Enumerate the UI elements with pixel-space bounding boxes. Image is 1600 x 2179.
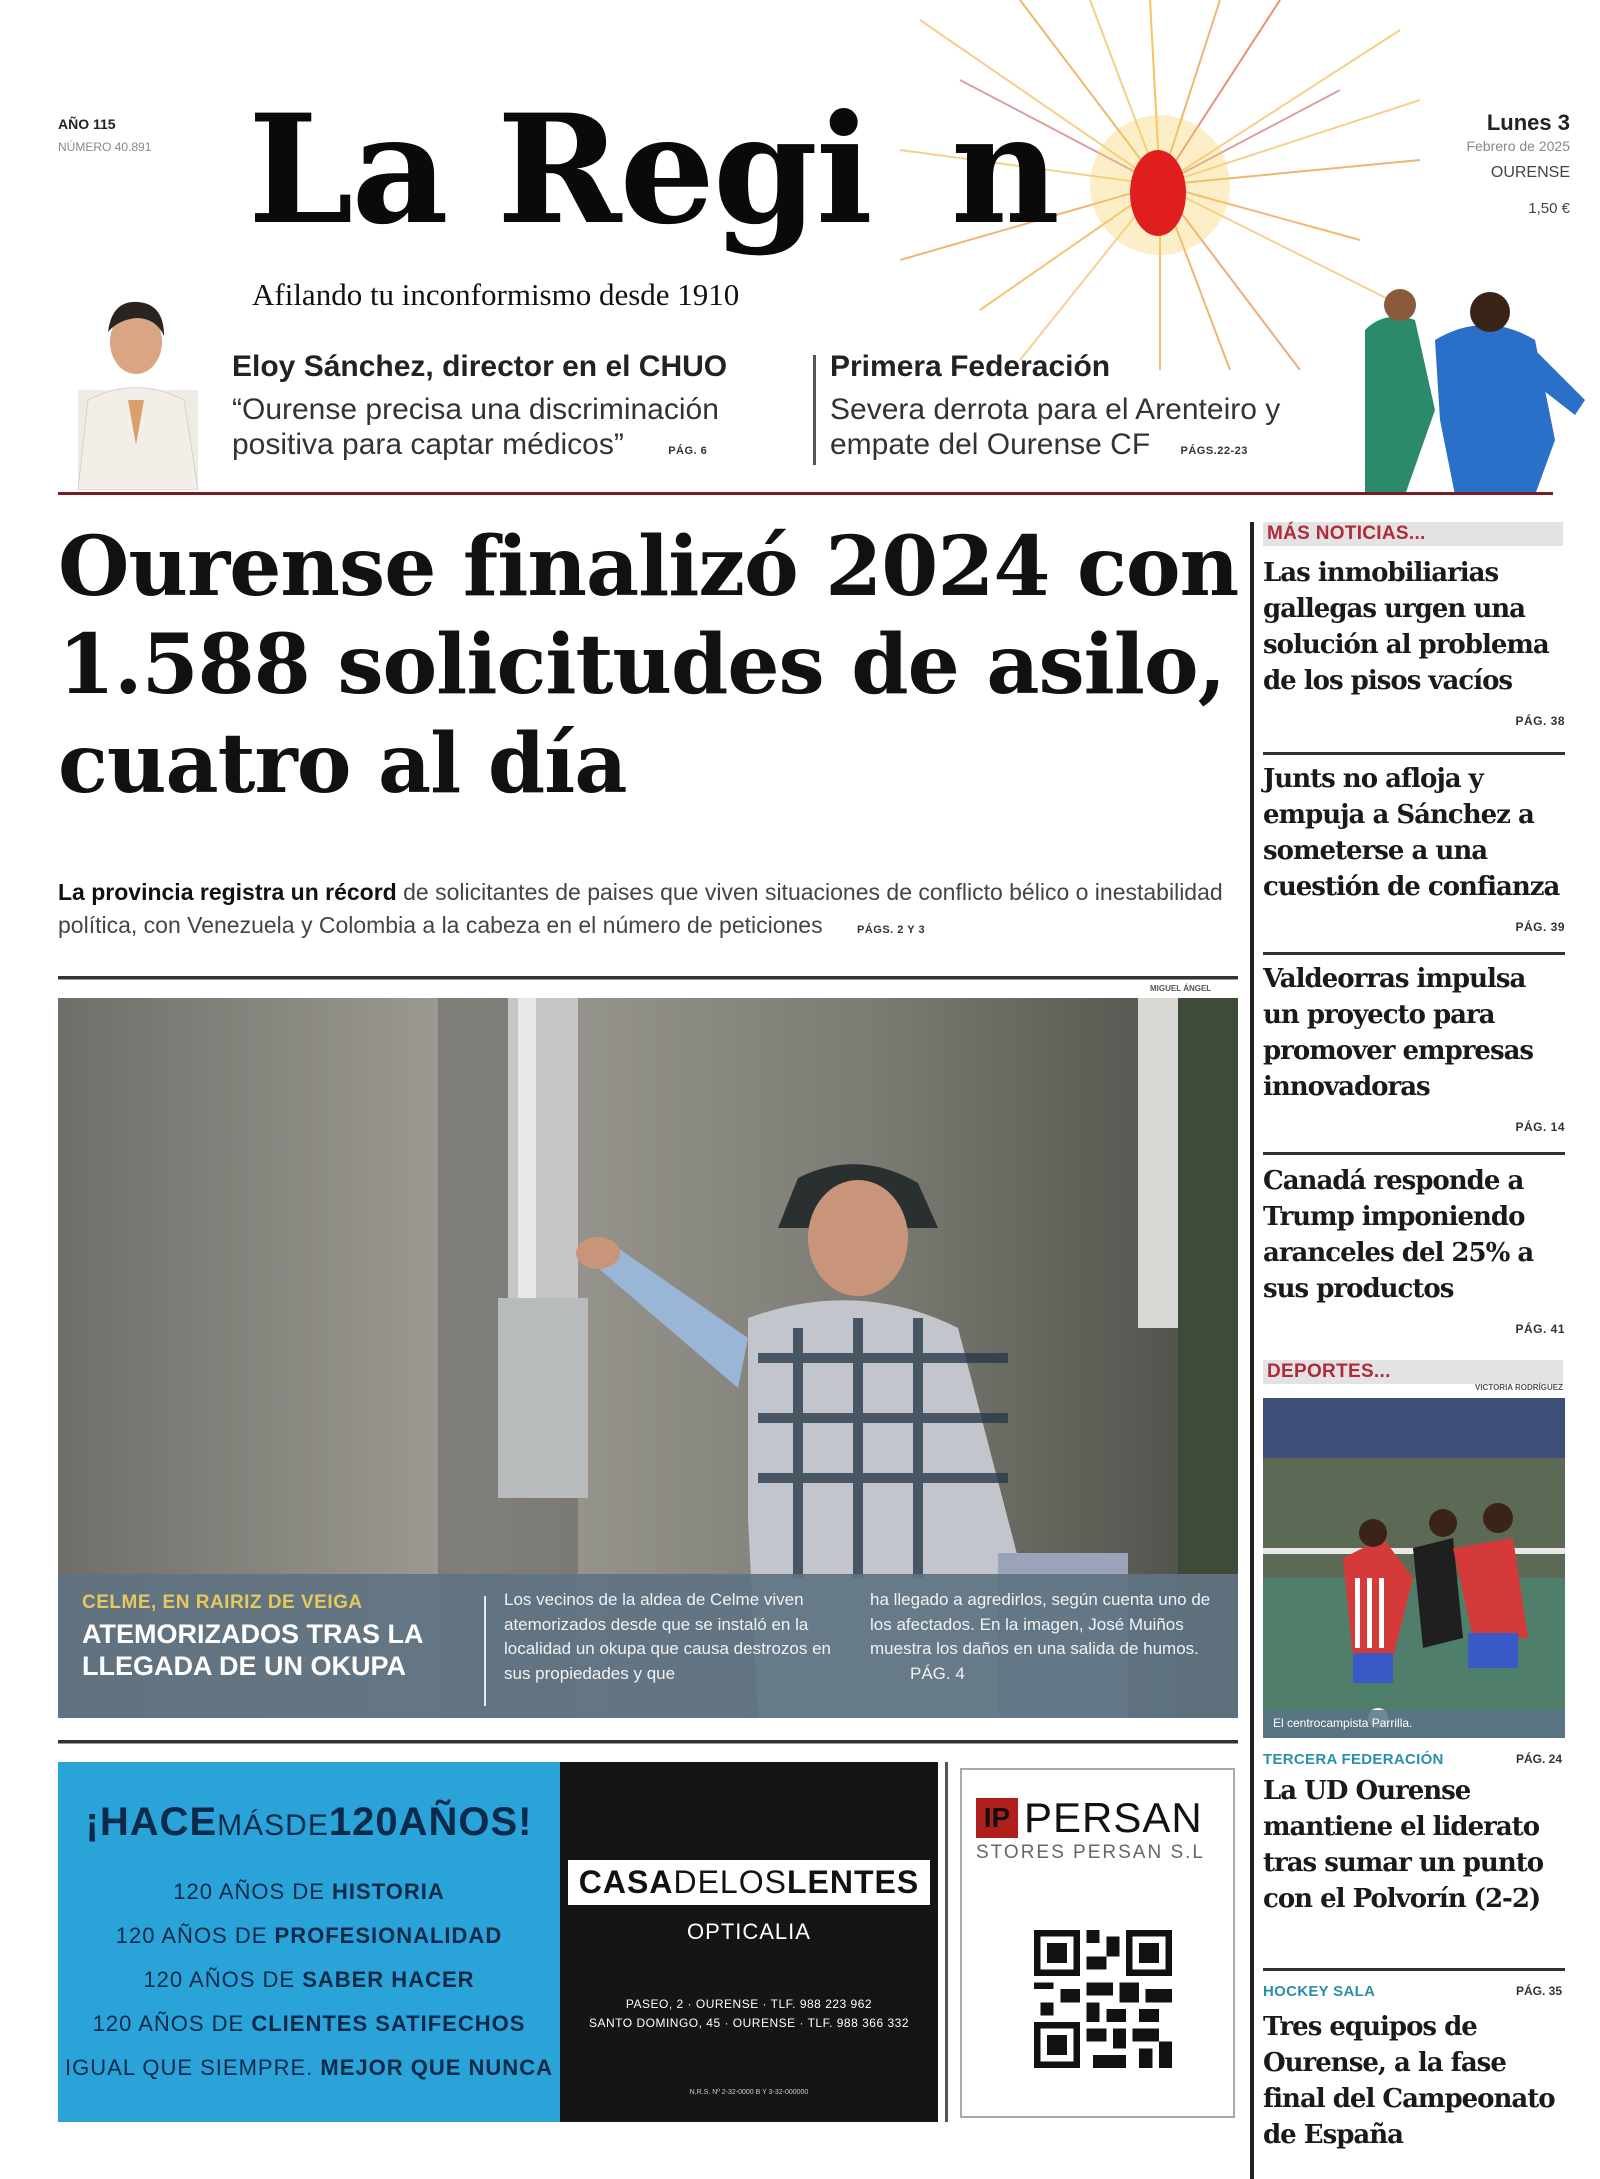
edition-date-block: [1410, 110, 1570, 217]
logo-text-suffix: n: [950, 82, 1058, 258]
sports-photo[interactable]: [1263, 1398, 1565, 1738]
edition-date: Febrero de 2025: [1466, 138, 1570, 154]
ads-rule: [58, 1740, 1238, 1744]
edition-info: [58, 116, 151, 154]
page-ref: PÁG. 4: [910, 1663, 965, 1683]
sidebar-divider: [1263, 752, 1565, 755]
ad-line: 120 AÑOS DE HISTORIA: [173, 1879, 445, 1904]
teaser-primera-federacion[interactable]: [830, 350, 1350, 462]
main-headline[interactable]: Ourense finalizó 2024 con 1.588 solicitudes de asilo, cuatro al día: [58, 519, 1239, 812]
sidebar-news-item[interactable]: Canadá responde a Trump imponiendo aranceles del 25% a sus productos PÁG. 41: [1263, 1166, 1565, 1336]
ad-persan[interactable]: [960, 1768, 1235, 2118]
teaser-body: Severa derrota para el Arenteiro y empate del Ourense CF PÁGS.22-23: [830, 393, 1281, 462]
ad-divider: [945, 1762, 948, 2122]
qr-code-icon[interactable]: [1034, 1930, 1172, 2068]
caption-col-1: Los vecinos de la aldea de Celme viven atemorizados desde que se instaló en la localidad un okupa que causa destrozos en sus propiedades y que: [504, 1590, 832, 1683]
football-players-photo: [1345, 270, 1600, 495]
photo-credit: MIGUEL ÁNGEL: [1150, 984, 1212, 993]
ad-casa-lentes-brand[interactable]: [560, 1762, 938, 2122]
ad-registry: N.R.S. Nº 2-32-0000 B Y 3-32-000000: [689, 2089, 809, 2097]
page-ref: PÁG. 24: [1515, 1752, 1562, 1766]
portrait-photo: [58, 280, 214, 490]
page-ref: PÁGS. 2 Y 3: [856, 924, 926, 937]
page-ref: PÁGS.22-23: [1180, 445, 1248, 458]
sidebar-sports-item[interactable]: La UD Ourense mantiene el liderato tras sumar un punto con el Polvorín (2-2): [1263, 1776, 1544, 1914]
ad-casa-lentes-anniversary[interactable]: [58, 1762, 560, 2122]
caption-title[interactable]: ATEMORIZADOS TRAS LA LLEGADA DE UN OKUPA: [82, 1619, 423, 1682]
ad-line: 120 AÑOS DE SABER HACER: [143, 1967, 475, 1992]
persan-mark-icon: IP: [976, 1798, 1018, 1838]
ad-address: PASEO, 2 · OURENSE · TLF. 988 223 962 SANTO DOMINGO, 45 · OURENSE · TLF. 988 366 332: [589, 1997, 909, 2031]
sports-kicker: TERCERA FEDERACIÓN: [1263, 1751, 1444, 1768]
edition-city: OURENSE: [1490, 164, 1570, 181]
masthead-rule: [58, 492, 1553, 495]
sidebar-news-item[interactable]: Junts no afloja y empuja a Sánchez a someterse a una cuestión de confianza PÁG. 39: [1263, 764, 1565, 934]
page-ref: PÁG. 35: [1515, 1984, 1562, 1998]
edition-price: 1,50 €: [1528, 200, 1570, 217]
deck-lead: La provincia registra un récord: [58, 879, 397, 905]
caption-kicker: CELME, EN RAIRIZ DE VEIGA: [82, 1592, 363, 1613]
sidebar-sports-item[interactable]: Tres equipos de Ourense, a la fase final del Campeonato de España: [1263, 2012, 1555, 2150]
sports-photo-image: [1263, 1398, 1565, 1738]
sidebar-news-item[interactable]: Valdeorras impulsa un proyecto para promover empresas innovadoras PÁG. 14: [1263, 964, 1565, 1134]
section-label-mas-noticias: MÁS NOTICIAS...: [1263, 522, 1563, 546]
page-ref: PÁG. 6: [668, 445, 708, 458]
tagline: Afilando tu inconformismo desde 1910: [252, 277, 740, 312]
caption-col-2: ha llegado a agredirlos, según cuenta uno de los afectados. En la imagen, José Muiños muestra los daños en una salida de humos. PÁG. 4: [870, 1590, 1211, 1683]
section-rule: [58, 976, 1238, 980]
sports-photo-credit: VICTORIA RODRÍGUEZ: [1474, 1383, 1563, 1392]
sidebar-divider: [1263, 1968, 1565, 1971]
logo-red-o-icon: [1130, 150, 1186, 236]
persan-subtitle: STORES PERSAN S.L: [976, 1842, 1205, 1863]
teaser-body: “Ourense precisa una discriminación positiva para captar médicos” PÁG. 6: [232, 393, 719, 462]
page-ref: PÁG. 14: [1515, 1119, 1565, 1134]
teaser-title: Primera Federación: [830, 350, 1111, 383]
sidebar-rule: [1250, 522, 1254, 2179]
ad-line: IGUAL QUE SIEMPRE. MEJOR QUE NUNCA: [65, 2055, 553, 2080]
page-ref: PÁG. 39: [1515, 919, 1565, 934]
edition-year: AÑO 115: [58, 116, 116, 132]
sports-kicker: HOCKEY SALA: [1263, 1983, 1376, 2000]
main-deck: [58, 876, 1238, 943]
persan-logo: IP PERSAN: [976, 1794, 1203, 1842]
ad-line: 120 AÑOS DE PROFESIONALIDAD: [115, 1923, 503, 1948]
opticalia-logo: OPTICALIA: [687, 1919, 811, 1944]
ad-headline: ¡HACEMÁSDE120AÑOS!: [85, 1800, 533, 1844]
page-ref: PÁG. 41: [1515, 1321, 1565, 1336]
logo-text-prefix: La Regi: [248, 82, 871, 258]
ad-line: 120 AÑOS DE CLIENTES SATIFECHOS: [92, 2011, 526, 2036]
edition-number: NÚMERO 40.891: [58, 140, 152, 154]
teaser-chuo[interactable]: [232, 350, 802, 462]
sidebar-news-item[interactable]: Las inmobiliarias gallegas urgen una solución al problema de los pisos vacíos PÁG. 38: [1263, 558, 1565, 728]
sidebar-divider: [1263, 952, 1565, 955]
section-label-deportes: DEPORTES...: [1263, 1360, 1563, 1384]
deck-text: de solicitantes de paises que viven situaciones de conflicto bélico o inestabilidad política, con Venezuela y Colombia a la cabeza en el número de peticiones: [58, 879, 1223, 939]
photo-caption-box: [58, 1574, 1238, 1718]
edition-day: Lunes 3: [1486, 110, 1570, 135]
teaser-title: Eloy Sánchez, director en el CHUO: [232, 350, 728, 383]
caption-divider: [484, 1596, 486, 1706]
newspaper-logo[interactable]: [248, 82, 1058, 258]
page-ref: PÁG. 38: [1515, 713, 1565, 728]
sidebar-divider: [1263, 1152, 1565, 1155]
casa-lentes-logo: CASADELOSLENTES: [568, 1860, 930, 1905]
sports-photo-caption: El centrocampista Parrilla.: [1263, 1710, 1565, 1738]
teaser-divider: [813, 355, 816, 465]
